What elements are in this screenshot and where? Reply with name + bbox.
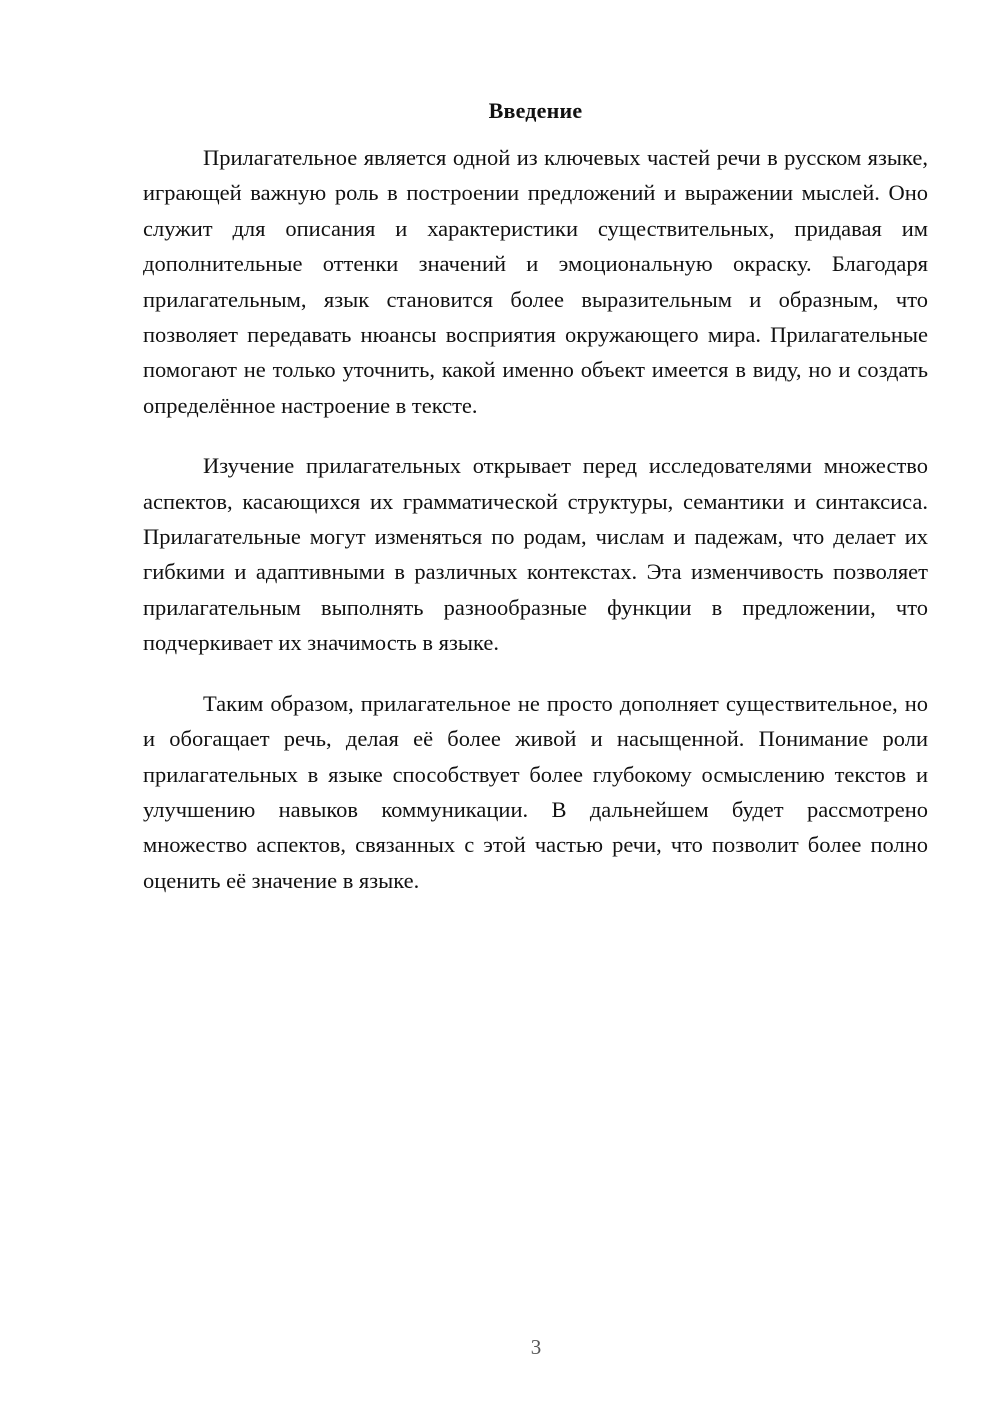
page-content (143, 96, 928, 898)
paragraph-2: Изучение прилагательных открывает перед исследователями множество аспектов, касающихся их грамматической структуры, семантики и синтаксиса. Прилагательные могут изменяться по родам, числам и падежам, что делает их гибкими и адаптивными в различных контекстах. Эта изменчивость позволяет прилагательным выполнять разнообразные функции в предложении, что подчеркивает их значимость в языке. (143, 453, 928, 656)
section-title: Введение (488, 98, 583, 123)
paragraph-3: Таким образом, прилагательное не просто дополняет существительное, но и обогащает речь, делая её более живой и насыщенной. Понимание роли прилагательных в языке способствует более глубокому осмыслению текстов и улучшению навыков коммуникации. В дальнейшем будет рассмотрено множество аспектов, связанных с этой частью речи, что позволит более полно оценить её значение в языке. (143, 690, 928, 893)
paragraph-1: Прилагательное является одной из ключевых частей речи в русском языке, играющей важную роль в построении предложений и выражении мыслей. Оно служит для описания и характеристики существительных, придавая им дополнительные оттенки значений и эмоциональную окраску. Благодаря прилагательным, язык становится более выразительным и образным, что позволяет передавать нюансы восприятия окружающего мира. Прилагательные помогают не только уточнить, какой именно объект имеется в виду, но и создать определённое настроение в тексте. (143, 145, 928, 418)
page-number: 3 (530, 1335, 542, 1359)
